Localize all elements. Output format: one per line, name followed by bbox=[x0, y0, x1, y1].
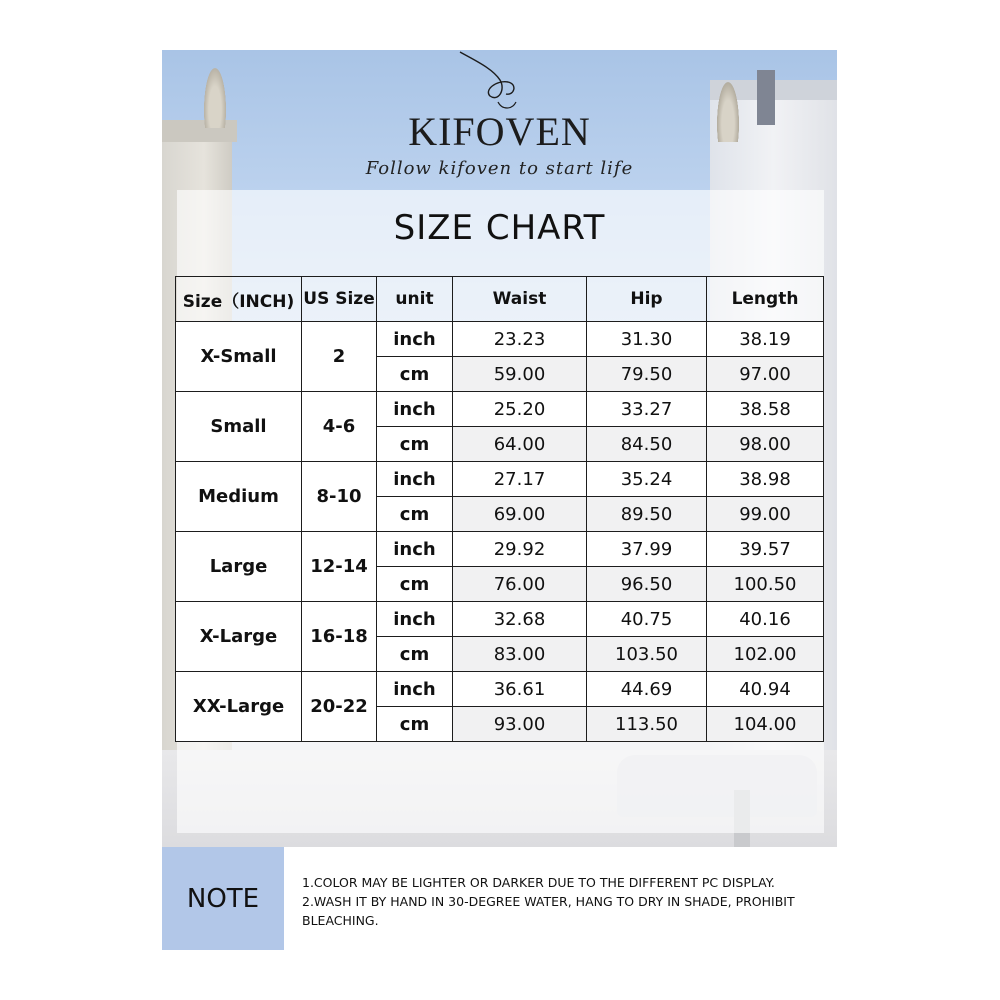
length-cell: 99.00 bbox=[707, 497, 824, 532]
table-header-row bbox=[176, 277, 824, 322]
us-size: 20-22 bbox=[302, 672, 377, 742]
us-size: 2 bbox=[302, 322, 377, 392]
hip-cell: 40.75 bbox=[587, 602, 707, 637]
note-line-1: 1.COLOR MAY BE LIGHTER OR DARKER DUE TO THE DIFFERENT PC DISPLAY. bbox=[302, 875, 775, 890]
unit-cell: cm bbox=[377, 637, 453, 672]
column-header-waist: Waist bbox=[453, 277, 587, 322]
table-row bbox=[176, 392, 824, 427]
length-cell: 38.19 bbox=[707, 322, 824, 357]
waist-cell: 93.00 bbox=[453, 707, 587, 742]
size-label: XX-Large bbox=[176, 672, 302, 742]
unit-cell: inch bbox=[377, 462, 453, 497]
table-row bbox=[176, 322, 824, 357]
unit-cell: cm bbox=[377, 357, 453, 392]
hip-cell: 79.50 bbox=[587, 357, 707, 392]
hip-cell: 96.50 bbox=[587, 567, 707, 602]
table-row bbox=[176, 532, 824, 567]
unit-cell: inch bbox=[377, 672, 453, 707]
waist-cell: 23.23 bbox=[453, 322, 587, 357]
table-row bbox=[176, 462, 824, 497]
page-title: SIZE CHART bbox=[393, 208, 606, 248]
hip-cell: 35.24 bbox=[587, 462, 707, 497]
waist-cell: 59.00 bbox=[453, 357, 587, 392]
waist-cell: 76.00 bbox=[453, 567, 587, 602]
column-header-length: Length bbox=[707, 277, 824, 322]
note-body bbox=[284, 847, 837, 950]
table-row bbox=[176, 672, 824, 707]
waist-cell: 25.20 bbox=[453, 392, 587, 427]
brand-tagline: Follow kifoven to start life bbox=[365, 158, 634, 179]
column-header-unit: unit bbox=[377, 277, 453, 322]
size-label: Large bbox=[176, 532, 302, 602]
hip-cell: 31.30 bbox=[587, 322, 707, 357]
unit-cell: inch bbox=[377, 532, 453, 567]
unit-cell: cm bbox=[377, 707, 453, 742]
note-label: NOTE bbox=[162, 847, 284, 950]
length-cell: 102.00 bbox=[707, 637, 824, 672]
hip-cell: 84.50 bbox=[587, 427, 707, 462]
length-cell: 40.16 bbox=[707, 602, 824, 637]
waist-cell: 69.00 bbox=[453, 497, 587, 532]
length-cell: 98.00 bbox=[707, 427, 824, 462]
size-label: X-Large bbox=[176, 602, 302, 672]
table-row bbox=[176, 602, 824, 637]
waist-cell: 64.00 bbox=[453, 427, 587, 462]
hip-cell: 113.50 bbox=[587, 707, 707, 742]
unit-cell: cm bbox=[377, 497, 453, 532]
length-cell: 39.57 bbox=[707, 532, 824, 567]
column-header-hip: Hip bbox=[587, 277, 707, 322]
waist-cell: 36.61 bbox=[453, 672, 587, 707]
size-label: Small bbox=[176, 392, 302, 462]
length-cell: 40.94 bbox=[707, 672, 824, 707]
unit-cell: inch bbox=[377, 392, 453, 427]
us-size: 16-18 bbox=[302, 602, 377, 672]
column-header-size: Size（INCH) bbox=[176, 277, 302, 322]
note-line-3: BLEACHING. bbox=[302, 913, 379, 928]
unit-cell: inch bbox=[377, 602, 453, 637]
note-line-2: 2.WASH IT BY HAND IN 30-DEGREE WATER, HANG TO DRY IN SHADE, PROHIBIT bbox=[302, 894, 795, 909]
unit-cell: cm bbox=[377, 567, 453, 602]
size-label: X-Small bbox=[176, 322, 302, 392]
us-size: 4-6 bbox=[302, 392, 377, 462]
length-cell: 38.58 bbox=[707, 392, 824, 427]
unit-cell: cm bbox=[377, 427, 453, 462]
size-table bbox=[175, 276, 824, 742]
hip-cell: 33.27 bbox=[587, 392, 707, 427]
waist-cell: 32.68 bbox=[453, 602, 587, 637]
waist-cell: 83.00 bbox=[453, 637, 587, 672]
waist-cell: 27.17 bbox=[453, 462, 587, 497]
hip-cell: 89.50 bbox=[587, 497, 707, 532]
length-cell: 100.50 bbox=[707, 567, 824, 602]
waist-cell: 29.92 bbox=[453, 532, 587, 567]
brand-logo-text: KIFOVEN bbox=[408, 109, 591, 154]
length-cell: 97.00 bbox=[707, 357, 824, 392]
length-cell: 38.98 bbox=[707, 462, 824, 497]
us-size: 8-10 bbox=[302, 462, 377, 532]
hip-cell: 44.69 bbox=[587, 672, 707, 707]
column-header-us-size: US Size bbox=[302, 277, 377, 322]
length-cell: 104.00 bbox=[707, 707, 824, 742]
us-size: 12-14 bbox=[302, 532, 377, 602]
size-chart-card bbox=[162, 50, 837, 950]
unit-cell: inch bbox=[377, 322, 453, 357]
size-label: Medium bbox=[176, 462, 302, 532]
hip-cell: 103.50 bbox=[587, 637, 707, 672]
hip-cell: 37.99 bbox=[587, 532, 707, 567]
